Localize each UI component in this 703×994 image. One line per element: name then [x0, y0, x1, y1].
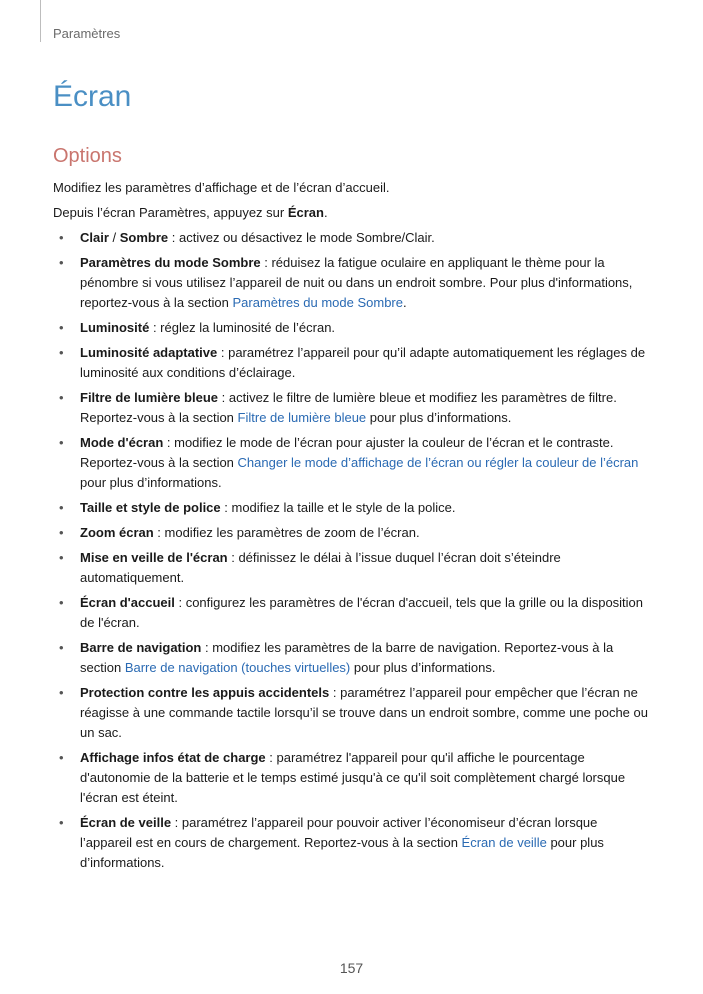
intro-line-1: Modifiez les paramètres d’affichage et de l’écran d’accueil.: [53, 180, 390, 195]
item-desc: : modifiez les paramètres de la barre de navigation. Reportez-vous à la section: [80, 640, 614, 675]
bullet-icon: •: [59, 815, 64, 830]
list-item: [53, 433, 653, 493]
item-desc: : paramétrez l’appareil pour pouvoir activer l’économiseur d’écran lorsque l’appareil est en cours de chargement. Reportez-vous à la section: [80, 815, 598, 850]
item-link[interactable]: Paramètres du mode Sombre: [232, 295, 403, 310]
page-number: 157: [339, 960, 364, 976]
item-desc: : activez le filtre de lumière bleue et modifiez les paramètres de filtre. Reportez-vous à la section: [80, 390, 617, 425]
item-term: Barre de navigation: [80, 640, 202, 655]
list-item: [53, 343, 653, 383]
item-term: Protection contre les appuis accidentels: [80, 685, 330, 700]
item-desc: : configurez les paramètres de l'écran d'accueil, tels que la grille ou la disposition de l'écran.: [80, 595, 644, 630]
page-title: Écran: [53, 80, 132, 113]
item-term: Paramètres du mode Sombre: [80, 255, 261, 270]
item-term: Sombre: [119, 230, 169, 245]
item-desc: : paramétrez l’appareil pour qu’il adapte automatiquement les réglages de luminosité aux conditions d’éclairage.: [80, 345, 646, 380]
item-link[interactable]: Barre de navigation (touches virtuelles): [124, 660, 351, 675]
item-desc-end: .: [403, 295, 407, 310]
item-term: Taille et style de police: [80, 500, 221, 515]
item-term: Affichage infos état de charge: [80, 750, 266, 765]
item-term: Mode d'écran: [80, 435, 164, 450]
item-link[interactable]: Changer le mode d’affichage de l’écran ou régler la couleur de l’écran: [237, 455, 639, 470]
intro-line-2: [53, 203, 653, 223]
intro-line-2-text: Depuis l’écran Paramètres, appuyez sur: [53, 205, 288, 220]
bullet-icon: •: [59, 320, 64, 335]
bullet-icon: •: [59, 595, 64, 610]
item-term: Zoom écran: [80, 525, 154, 540]
bullet-icon: •: [59, 640, 64, 655]
options-list: [53, 228, 653, 873]
item-term: Clair: [80, 230, 109, 245]
bullet-icon: •: [59, 685, 64, 700]
bullet-icon: •: [59, 525, 64, 540]
item-desc: : modifiez la taille et le style de la police.: [220, 500, 456, 515]
item-desc: : modifiez les paramètres de zoom de l’écran.: [153, 525, 420, 540]
list-item: [53, 388, 653, 428]
item-separator: /: [108, 230, 120, 245]
item-desc: : paramétrez l’appareil pour empêcher que l’écran ne réagisse à une commande tactile lorsqu’il se trouve dans un endroit sombre, comme une poche ou un sac.: [80, 685, 648, 740]
item-link[interactable]: Écran de veille: [461, 835, 547, 850]
bullet-icon: •: [59, 500, 64, 515]
list-item: [53, 498, 653, 518]
item-term: Écran d'accueil: [80, 595, 175, 610]
list-item: [53, 638, 653, 678]
item-desc: : réduisez la fatigue oculaire en appliquant le thème pour la pénombre si vous utilisez l’appareil de nuit ou dans un endroit sombre. Pour plus d'informations, reportez-vous à la section: [80, 255, 633, 310]
bullet-icon: •: [59, 255, 64, 270]
bullet-icon: •: [59, 550, 64, 565]
item-desc-end: pour plus d’informations.: [350, 660, 496, 675]
list-item: [53, 253, 653, 313]
bullet-icon: •: [59, 750, 64, 765]
list-item: [53, 228, 653, 248]
item-term: Écran de veille: [80, 815, 172, 830]
item-desc: : réglez la luminosité de l’écran.: [149, 320, 336, 335]
section-header: Paramètres: [53, 26, 121, 41]
item-desc-end: pour plus d’informations.: [80, 835, 604, 870]
list-item: [53, 813, 653, 873]
header-rule: [40, 0, 41, 42]
item-link[interactable]: Filtre de lumière bleue: [237, 410, 367, 425]
bullet-icon: •: [59, 230, 64, 245]
list-item: [53, 683, 653, 743]
item-term: Luminosité: [80, 320, 150, 335]
item-desc-end: pour plus d’informations.: [80, 475, 222, 490]
list-item: [53, 748, 653, 808]
item-term: Mise en veille de l'écran: [80, 550, 228, 565]
list-item: [53, 523, 653, 543]
item-desc: : activez ou désactivez le mode Sombre/Clair.: [168, 230, 435, 245]
list-item: [53, 318, 653, 338]
bullet-icon: •: [59, 390, 64, 405]
list-item: [53, 548, 653, 588]
item-desc-end: pour plus d’informations.: [366, 410, 512, 425]
content: [53, 178, 653, 878]
section-subtitle: Options: [53, 145, 122, 167]
item-desc: : paramétrez l'appareil pour qu'il affiche le pourcentage d'autonomie de la batterie et le temps estimé jusqu'à ce qu'il soit complètement chargé lorsque l'écran est éteint.: [80, 750, 626, 805]
intro-line-2-bold: Écran: [287, 205, 324, 220]
item-desc: : modifiez le mode de l’écran pour ajuster la couleur de l’écran et le contraste. Reportez-vous à la section: [80, 435, 614, 470]
item-term: Filtre de lumière bleue: [80, 390, 218, 405]
bullet-icon: •: [59, 345, 64, 360]
item-term: Luminosité adaptative: [80, 345, 218, 360]
item-desc: : définissez le délai à l’issue duquel l’écran doit s’éteindre automatiquement.: [80, 550, 561, 585]
intro-line-2-end: .: [323, 205, 328, 220]
list-item: [53, 593, 653, 633]
bullet-icon: •: [59, 435, 64, 450]
